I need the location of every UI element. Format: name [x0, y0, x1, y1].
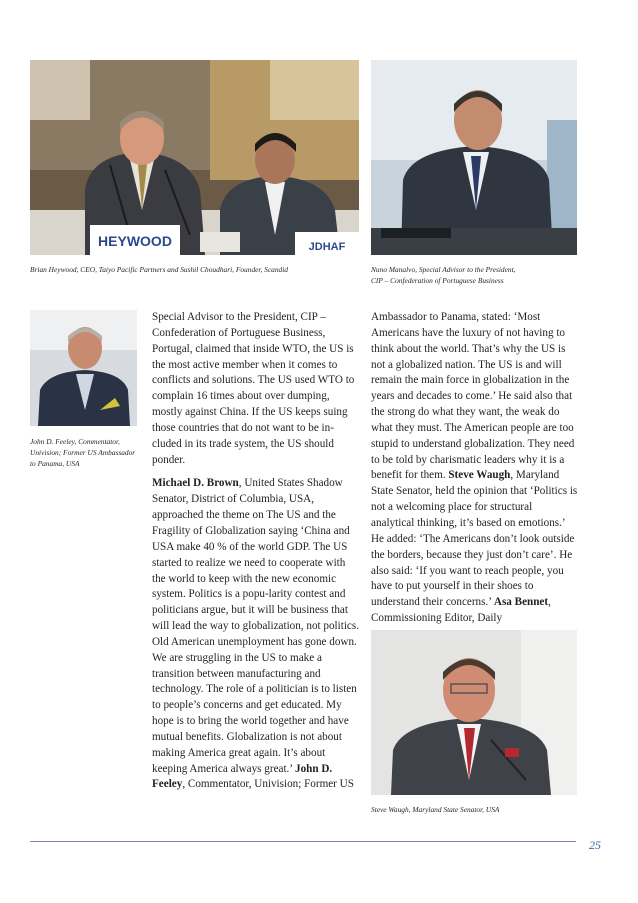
caption-heywood: Brian Heywood, CEO, Taiyo Pacific Partners and Sushil Choudhari, Founder, Scandid [30, 265, 288, 274]
name-asa-bennet: Asa Bennet [493, 596, 549, 609]
nameplate-right: JDHAF [308, 241, 346, 253]
column-right [371, 310, 578, 627]
caption-waugh: Steve Waugh, Maryland State Senator, USA [371, 805, 500, 814]
page-number: 25 [589, 838, 601, 852]
column-middle [152, 310, 361, 793]
photo-manalvo [371, 60, 577, 255]
nameplate-heywood: HEYWOOD [98, 233, 172, 249]
paragraph-feeley-waugh: Ambassador to Panama, stated: ‘Most Americans have the luxury of not having to think about the world. That’s why the US is not a globalized nation. The US is and will remain the main force in globalization in the years and decades to come.’ He said also that the strong do what they want, the weak do what they must. The American people are too stupid to understand globalization. They need to be told by charismatic leaders why it is a benefit for them. Steve Waugh, Maryland State Senator, held the opinion that ‘Politics is not a welcoming place for structural analytical thinking, it’s based on emotions.’ He added: ‘The Americans don’t look outside the borders, because they just don’t care’. He also said: ‘If you want to reach people, you have to put yourself in their shoes to understand their concerns.’ Asa Bennet, Commissioning Editor, Daily [371, 311, 578, 625]
caption-feeley: John D. Feeley, Commentator, Univision; Former US Ambassador to Panama, USA [30, 437, 136, 468]
name-steve-waugh: Steve Waugh [448, 469, 511, 482]
caption-manalvo: Nuno Manalvo, Special Advisor to the President, CIP – Confederation of Portuguese Business [371, 265, 516, 285]
photo-waugh [371, 630, 577, 795]
name-john-feeley: John D. Feeley [152, 762, 333, 791]
photo-feeley [30, 310, 137, 426]
name-michael-brown: Michael D. Brown [152, 477, 239, 490]
paragraph-brown: Michael D. Brown, United States Shadow Senator, District of Columbia, USA, approached the theme on The US and the Fragility of Globalization saying ‘China and USA make 40 % of the world GDP. The US started to realize we need to cooperate with the world to keep with the new economic system. Politics is a popu-larity contest and politicians argue, but it will be business that will lead the way to globalization, not politics. Old American unemployment has gone down. We are struggling in the US to make a transition between manufacturing and technology. The role of a politician is to listen to people’s concerns and get educated. My hope is to bring the world together and have mutual benefits. Globalization is not about making America great again. It’s about keeping America always great.’ John D. Feeley, Commentator, Univision; Former US [152, 477, 359, 791]
paragraph-manalvo: Special Advisor to the President, CIP – Confederation of Portuguese Business, Portugal, claimed that inside WTO, the US is the most active member when it comes to conflicts and solutions. The US used WTO to complain 16 times about over dumping, mostly against China. If the US keeps suing those countries that do not want to be in-cluded in its trade system, the US should ponder. [152, 311, 355, 466]
footer-rule [30, 841, 576, 842]
photo-heywood-choudhari [30, 60, 359, 255]
